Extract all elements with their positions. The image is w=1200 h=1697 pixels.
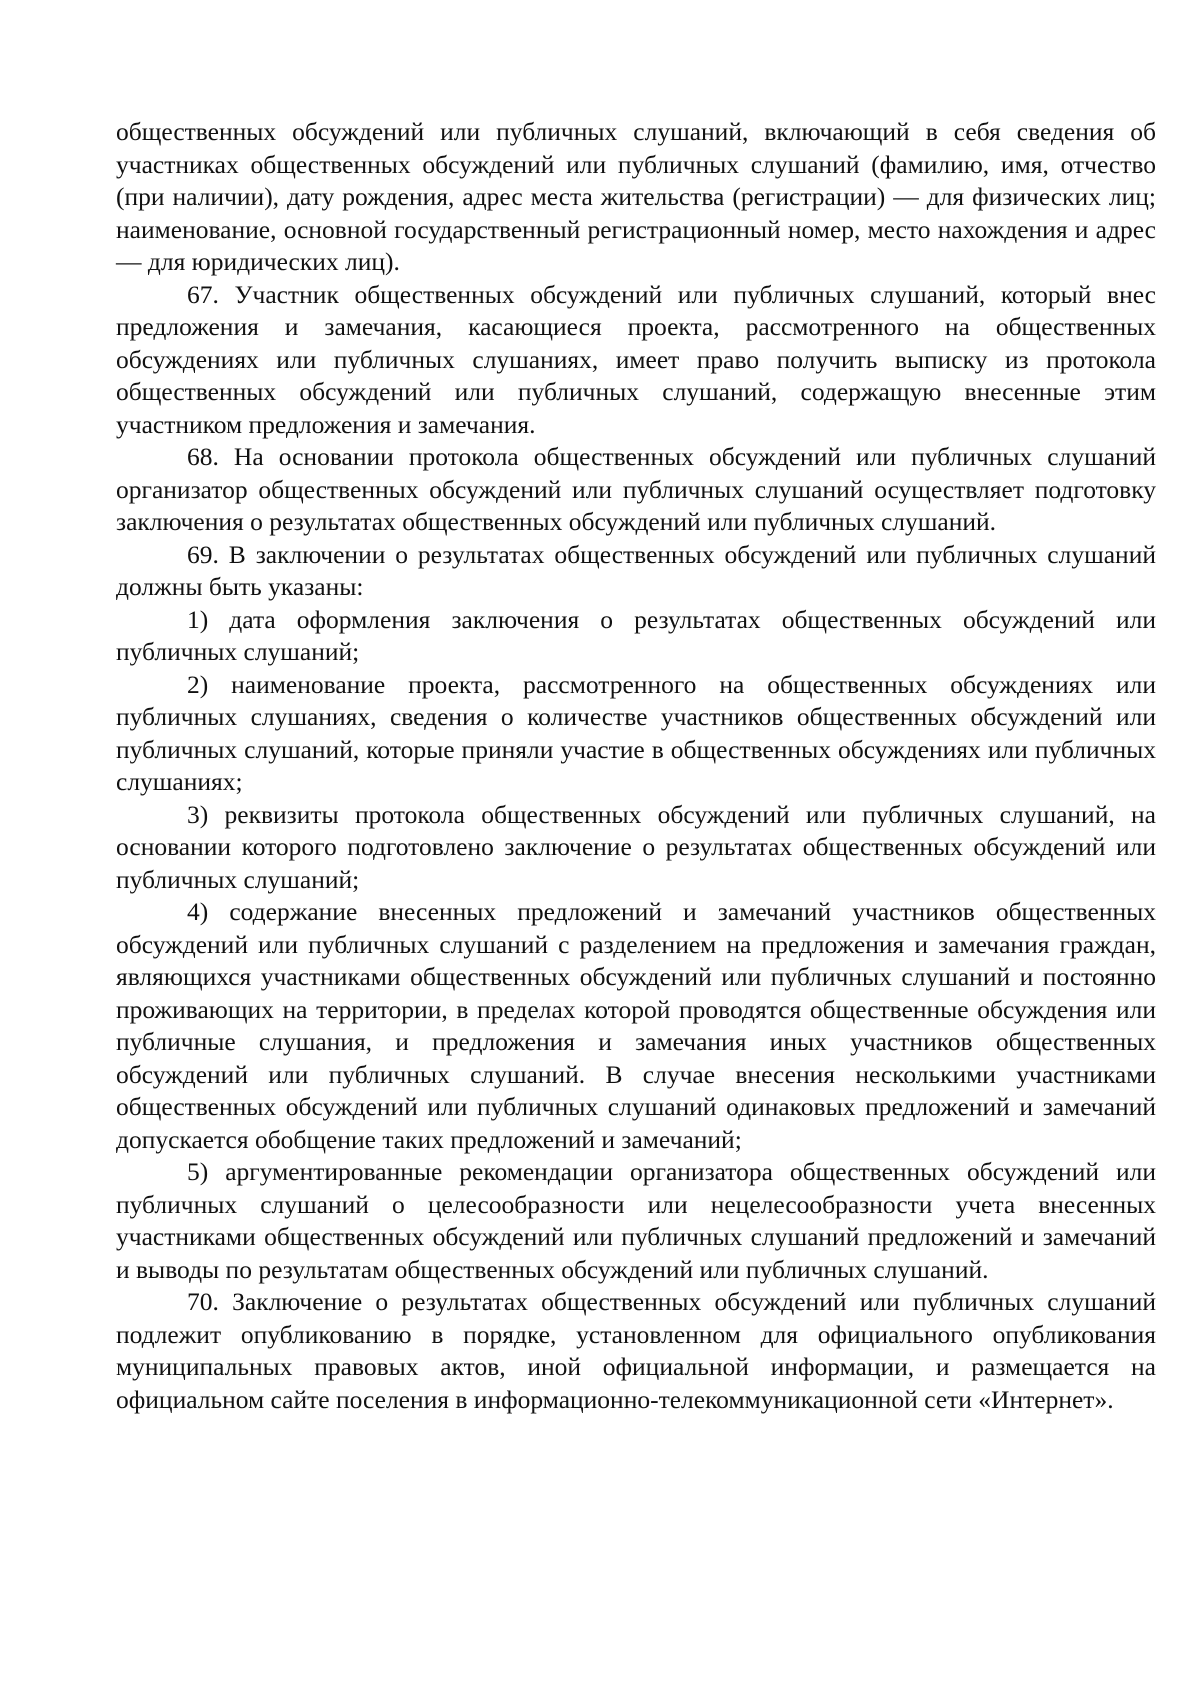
paragraph-70: 70. Заключение о результатах общественных обсуждений или публичных слушаний подлежит опубликованию в порядке, установленном для официального опубликования муниципальных правовых актов, иной официальной информации, и размещается на официальном сайте поселения в информационно-телекоммуникационной сети «Интернет».	[116, 1287, 1156, 1414]
list-item-69-4: 4) содержание внесенных предложений и замечаний участников общественных обсуждений или публичных слушаний с разделением на предложения и замечания граждан, являющихся участниками общественных обсуждений или публичных слушаний и постоянно проживающих на территории, в пределах которой проводятся общественные обсуждения или публичные слушания, и предложения и замечания иных участников общественных обсуждений или публичных слушаний. В случае внесения несколькими участниками общественных обсуждений или публичных слушаний одинаковых предложений и замечаний допускается обобщение таких предложений и замечаний;	[116, 897, 1156, 1154]
paragraph-69: 69. В заключении о результатах общественных обсуждений или публичных слушаний должны быть указаны:	[116, 539, 1156, 601]
paragraph-67: 67. Участник общественных обсуждений или публичных слушаний, который внес предложения и замечания, касающиеся проекта, рассмотренного на общественных обсуждениях или публичных слушаниях, имеет право получить выписку из протокола общественных обсуждений или публичных слушаний, содержащую внесенные этим участником предложения и замечания.	[116, 279, 1156, 439]
list-item-69-1: 1) дата оформления заключения о результатах общественных обсуждений или публичных слушаний;	[116, 604, 1156, 666]
list-item-69-3: 3) реквизиты протокола общественных обсуждений или публичных слушаний, на основании которого подготовлено заключение о результатах общественных обсуждений или публичных слушаний;	[116, 799, 1156, 894]
list-item-69-5: 5) аргументированные рекомендации организатора общественных обсуждений или публичных слушаний о целесообразности или нецелесообразности учета внесенных участниками общественных обсуждений или публичных слушаний предложений и замечаний и выводы по результатам общественных обсуждений или публичных слушаний.	[116, 1157, 1156, 1284]
paragraph-68: 68. На основании протокола общественных обсуждений или публичных слушаний организатор общественных обсуждений или публичных слушаний осуществляет подготовку заключения о результатах общественных обсуждений или публичных слушаний.	[116, 442, 1156, 536]
list-item-69-2: 2) наименование проекта, рассмотренного на общественных обсуждениях или публичных слушаниях, сведения о количестве участников общественных обсуждений или публичных слушаний, которые приняли участие в общественных обсуждениях или публичных слушаниях;	[116, 669, 1156, 796]
document-body	[116, 116, 1156, 1416]
paragraph-continuation: общественных обсуждений или публичных слушаний, включающий в себя сведения об участниках общественных обсуждений или публичных слушаний (фамилию, имя, отчество (при наличии), дату рождения, адрес места жительства (регистрации) — для физических лиц; наименование, основной государственный регистрационный номер, место нахождения и адрес — для юридических лиц).	[116, 117, 1156, 276]
